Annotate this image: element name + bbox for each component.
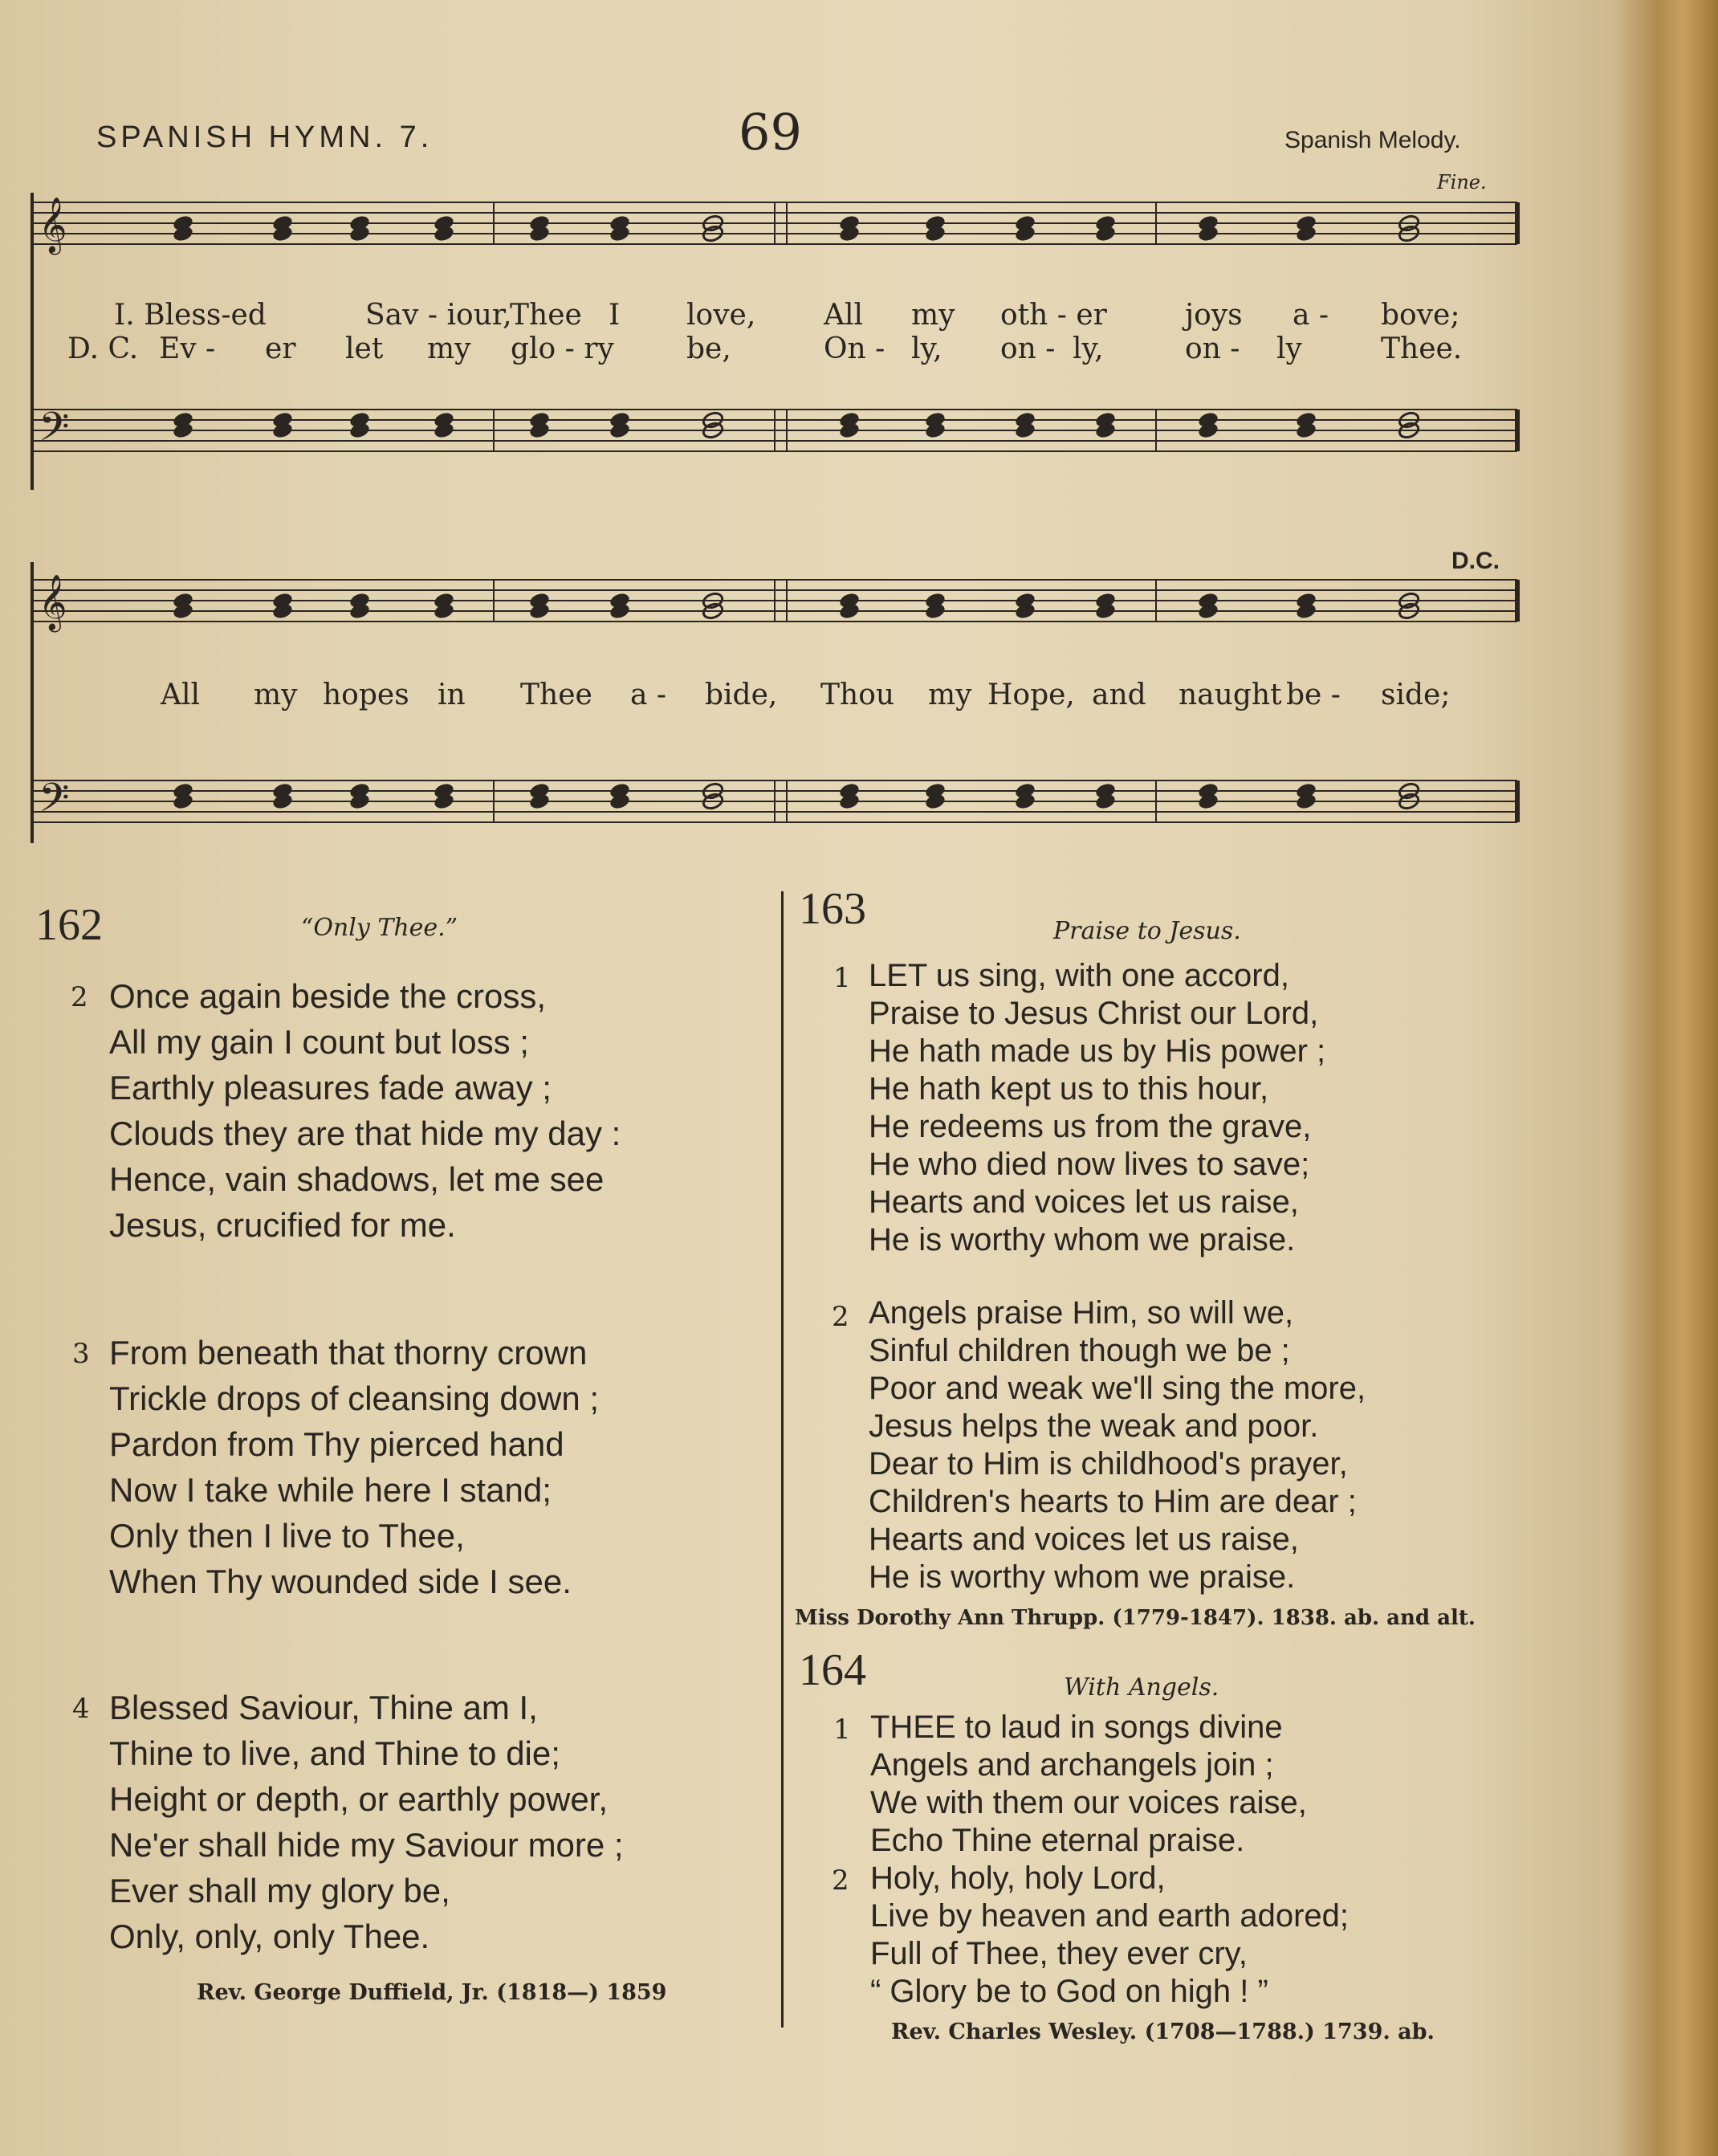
dc-mark: D.C. (1451, 548, 1500, 574)
lyric-syllable: my (928, 679, 972, 711)
lyric-syllable: er (265, 332, 296, 365)
page-number: 69 (739, 103, 802, 161)
hymn-164-author: Rev. Charles Wesley. (1708—1788.) 1739. ab. (891, 2019, 1435, 2044)
hymn-164-stanza-2: Holy, holy, holy Lord, Live by heaven and earth adored; Full of Thee, they ever cry, “ Glory be to God on high ! ” (870, 1861, 1349, 2009)
lyric-syllable: ly, (1073, 332, 1104, 365)
lyric-syllable: Thee. (1381, 332, 1463, 365)
clef-icon: 𝄞 (39, 197, 67, 253)
lyric-syllable: and (1092, 679, 1146, 711)
lyric-syllable: I (609, 299, 621, 332)
clef-icon: 𝄢 (39, 404, 70, 460)
lyric-syllable: on - (1000, 332, 1056, 365)
fine-mark: Fine. (1437, 171, 1487, 194)
lyric-syllable: be, (686, 332, 731, 365)
lyric-syllable: Hope, (987, 679, 1075, 711)
lyric-syllable: my (427, 332, 471, 365)
hymn-162-stanza-2: Once again beside the cross, All my gain I count but loss ; Earthly pleasures fade away ; Clouds they are that hide my day : Hence, vain shadows, let me see Jesus, crucified for me. (109, 977, 621, 1244)
hymn-164-title: With Angels. (1064, 1673, 1219, 1702)
lyric-syllable: Ev - (159, 332, 216, 365)
lyric-syllable: joys (1185, 299, 1243, 332)
hymn-162-stanza-3: From beneath that thorny crown Trickle drops of cleansing down ; Pardon from Thy pierced hand Now I take while here I stand; Only then I live to Thee, When Thy wounded side I see. (109, 1334, 600, 1600)
clef-icon: 𝄞 (39, 574, 67, 630)
stanza-number: 2 (832, 1865, 849, 1897)
hymn-164-number: 164 (799, 1645, 866, 1695)
stanza-number: 3 (72, 1338, 90, 1370)
stanza-number: 2 (71, 981, 88, 1013)
stanza-number: 4 (72, 1693, 90, 1725)
tune-title: SPANISH HYMN. 7. (96, 120, 434, 154)
hymn-163-title: Praise to Jesus. (1053, 917, 1241, 945)
lyric-syllable: in (438, 679, 466, 711)
lyric-syllable: Thee (520, 679, 592, 711)
hymn-162-stanza-4: Blessed Saviour, Thine am I, Thine to live, and Thine to die; Height or depth, or earthly power, Ne'er shall hide my Saviour more ; Ever shall my glory be, Only, only, only Thee. (109, 1689, 624, 1955)
hymn-163-number: 163 (799, 884, 866, 934)
lyric-syllable: bide, (705, 679, 778, 711)
lyric-syllable: oth - er (1000, 299, 1107, 332)
lyric-syllable: a - (1293, 299, 1329, 332)
lyric-syllable: I. Bless-ed (114, 299, 267, 332)
lyric-syllable: D. C. (67, 332, 139, 365)
stanza-number: 1 (833, 1714, 851, 1746)
music-notation (0, 0, 1718, 851)
hymn-164-stanza-1: THEE to laud in songs divine Angels and archangels join ; We with them our voices raise, Echo Thine eternal praise. (870, 1710, 1307, 1858)
hymn-162-author: Rev. George Duffield, Jr. (1818—) 1859 (197, 1980, 667, 2005)
lyric-syllable: Sav - iour, (365, 299, 512, 332)
hymn-163-author: Miss Dorothy Ann Thrupp. (1779-1847). 1838. ab. and alt. (795, 1606, 1476, 1630)
lyric-syllable: Thee (510, 299, 582, 332)
clef-icon: 𝄢 (39, 775, 70, 831)
hymn-162-title: “Only Thee.” (301, 914, 458, 942)
hymn-163-stanza-2: Angels praise Him, so will we, Sinful children though we be ; Poor and weak we'll sing the more, Jesus helps the weak and poor. Dear to Him is childhood's prayer, Children's hearts to Him are dear ; Hearts and voices let us raise, He is worthy whom we praise. (869, 1295, 1366, 1595)
lyric-syllable: bove; (1381, 299, 1460, 332)
composer-credit: Spanish Melody. (1284, 127, 1461, 153)
lyric-syllable: my (254, 679, 298, 711)
lyric-syllable: ly, (911, 332, 942, 365)
lyric-syllable: hopes (323, 679, 409, 711)
column-divider (781, 891, 784, 2028)
lyric-syllable: All (824, 299, 864, 332)
lyric-syllable: All (161, 679, 201, 711)
lyric-syllable: be - (1286, 679, 1341, 711)
hymn-162-number: 162 (35, 900, 103, 950)
lyric-syllable: On - (824, 332, 885, 365)
lyric-syllable: Thou (820, 679, 895, 711)
lyric-syllable: a - (630, 679, 667, 711)
lyric-syllable: naught (1179, 679, 1282, 711)
stanza-number: 2 (832, 1301, 849, 1333)
lyric-syllable: glo - ry (511, 332, 614, 365)
lyric-syllable: on - (1185, 332, 1240, 365)
hymn-163-stanza-1: LET us sing, with one accord, Praise to Jesus Christ our Lord, He hath made us by His power ; He hath kept us to this hour, He redeems us from the grave, He who died now lives to save; Hearts and voices let us raise, He is worthy whom we praise. (869, 958, 1326, 1257)
lyric-syllable: let (345, 332, 384, 365)
lyric-syllable: my (911, 299, 955, 332)
lyric-syllable: side; (1381, 679, 1451, 711)
stanza-number: 1 (833, 962, 851, 994)
lyric-syllable: ly (1276, 332, 1302, 365)
lyric-syllable: love, (686, 299, 756, 332)
